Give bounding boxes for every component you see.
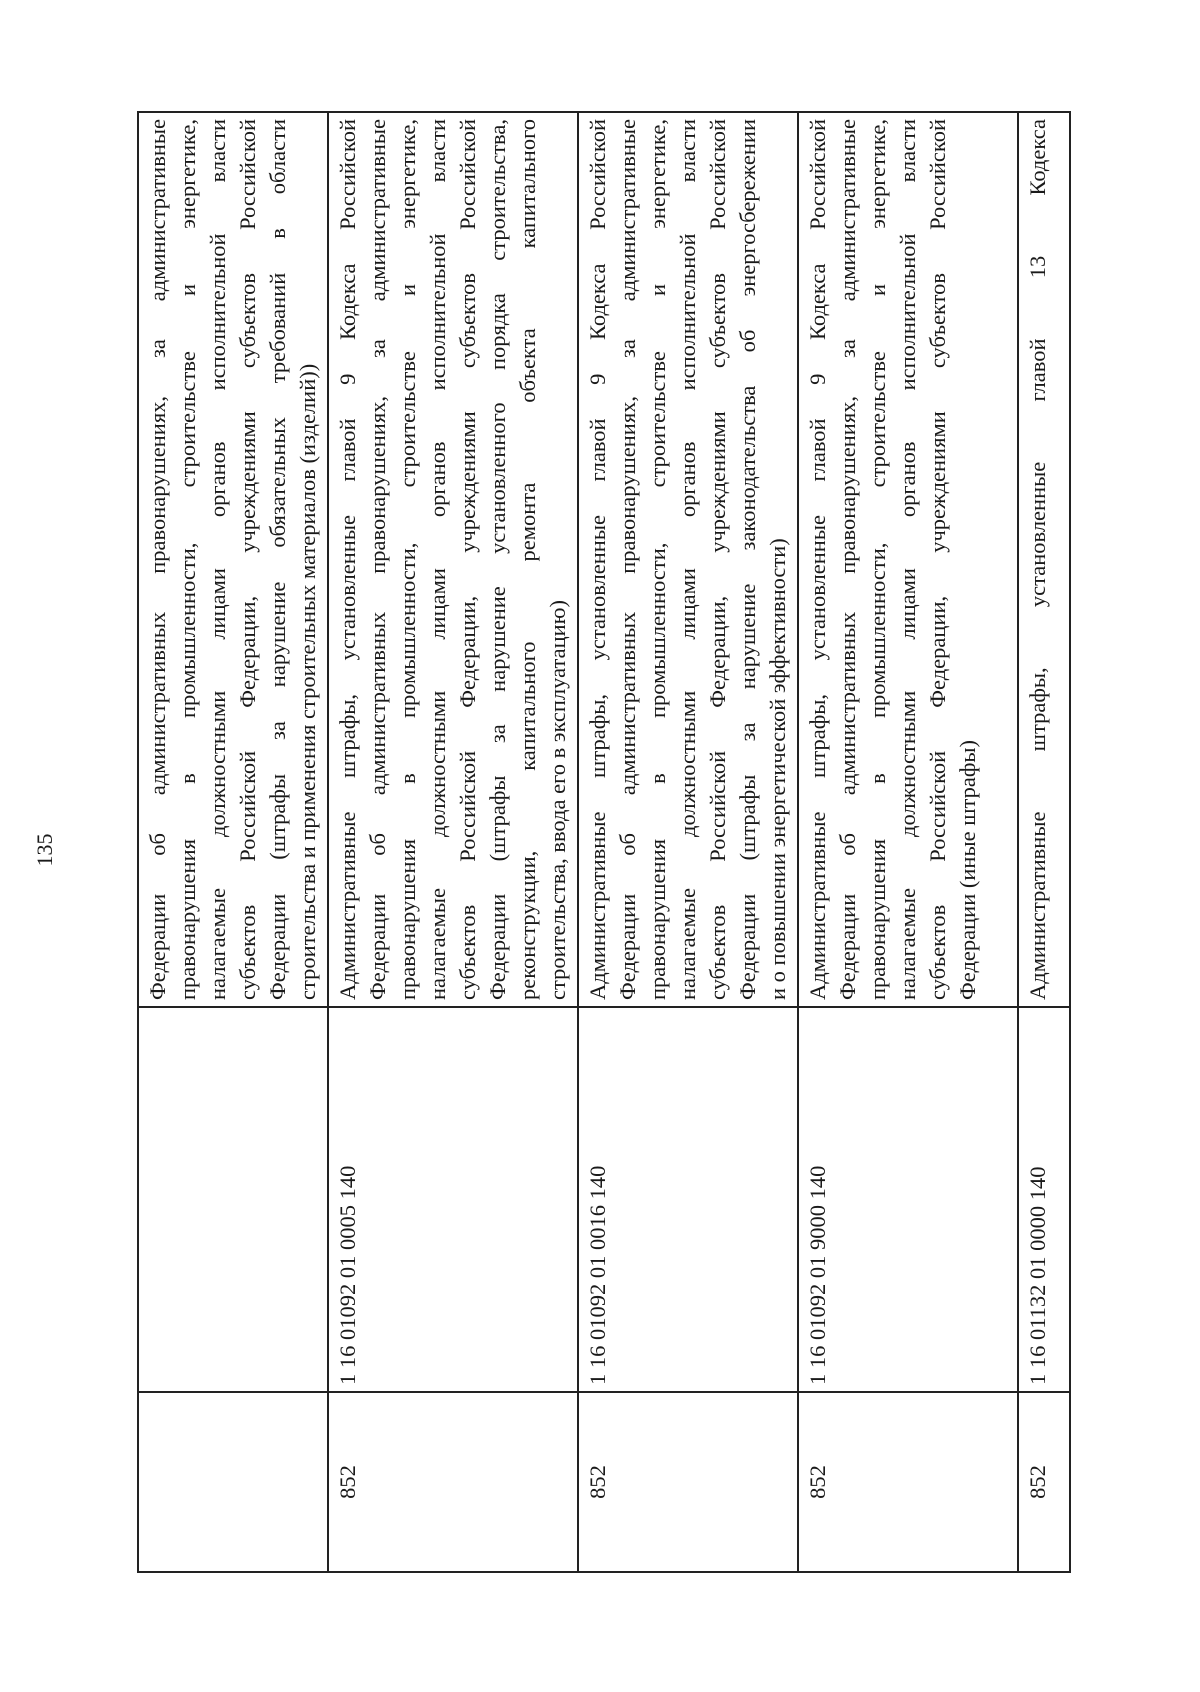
table-holder (137, 113, 1069, 1573)
description-line: налагаемые должностными лицами органов исполнительной власти (425, 119, 450, 1000)
description-line: субъектов Российской Федерации, учреждениями субъектов Российской (925, 119, 950, 1000)
description-line: субъектов Российской Федерации, учреждениями субъектов Российской (455, 119, 480, 1000)
description-cell (328, 112, 578, 1007)
description-cell (1018, 112, 1070, 1007)
budget-code-cell (138, 1007, 328, 1392)
description-line: налагаемые должностными лицами органов исполнительной власти (675, 119, 700, 1000)
description-line: Федерации об административных правонарушениях, за административные (365, 119, 390, 1000)
description-line: Федерации (штрафы за нарушение обязательных требований в области (265, 119, 290, 1000)
page-number-wrapper (30, 820, 60, 880)
description-line: правонарушения в промышленности, строительстве и энергетике, (175, 119, 200, 1000)
budget-codes-table (137, 111, 1071, 1573)
description-line: Федерации (иные штрафы) (955, 739, 980, 1000)
description-line: строительства и применения строительных материалов (изделий)) (295, 363, 320, 1000)
description-line: Административные штрафы, установленные главой 9 Кодекса Российской (805, 119, 830, 1000)
description-line: правонарушения в промышленности, строительстве и энергетике, (395, 119, 420, 1000)
page-number: 135 (32, 833, 57, 867)
description-line: Федерации об административных правонарушениях, за административные (145, 119, 170, 1000)
description-line: правонарушения в промышленности, строительстве и энергетике, (865, 119, 890, 1000)
table-row (1018, 112, 1070, 1572)
description-line: налагаемые должностными лицами органов исполнительной власти (895, 119, 920, 1000)
description-line: Федерации (штрафы за нарушение законодательства об энергосбережении (735, 119, 760, 1000)
table-row (578, 112, 798, 1572)
budget-code-cell: 1 16 01132 01 0000 140 (1018, 1007, 1070, 1392)
description-line: Федерации об административных правонарушениях, за административные (835, 119, 860, 1000)
description-line: налагаемые должностными лицами органов исполнительной власти (205, 119, 230, 1000)
budget-code-cell: 1 16 01092 01 9000 140 (798, 1007, 1018, 1392)
table-row (798, 112, 1018, 1572)
admin-code-cell: 852 (1018, 1392, 1070, 1572)
admin-code-cell (138, 1392, 328, 1572)
admin-code-cell: 852 (328, 1392, 578, 1572)
description-line: строительства, ввода его в эксплуатацию) (545, 600, 570, 1000)
description-line: Административные штрафы, установленные главой 9 Кодекса Российской (335, 119, 360, 1000)
description-cell (578, 112, 798, 1007)
admin-code-cell: 852 (578, 1392, 798, 1572)
description-line: Административные штрафы, установленные главой 13 Кодекса (1025, 119, 1050, 1000)
table-row (138, 112, 328, 1572)
description-line: реконструкции, капитального ремонта объекта капитального (515, 119, 540, 1000)
table-row (328, 112, 578, 1572)
description-line: и о повышении энергетической эффективности) (765, 538, 790, 1000)
description-line: Федерации (штрафы за нарушение установленного порядка строительства, (485, 119, 510, 1000)
description-line: правонарушения в промышленности, строительстве и энергетике, (645, 119, 670, 1000)
description-line: Федерации об административных правонарушениях, за административные (615, 119, 640, 1000)
rotated-table-container (137, 113, 1069, 1573)
budget-code-cell: 1 16 01092 01 0016 140 (578, 1007, 798, 1392)
description-line: субъектов Российской Федерации, учреждениями субъектов Российской (235, 119, 260, 1000)
description-line: субъектов Российской Федерации, учреждениями субъектов Российской (705, 119, 730, 1000)
admin-code-cell: 852 (798, 1392, 1018, 1572)
description-cell (138, 112, 328, 1007)
budget-code-cell: 1 16 01092 01 0005 140 (328, 1007, 578, 1392)
description-cell (798, 112, 1018, 1007)
description-line: Административные штрафы, установленные главой 9 Кодекса Российской (585, 119, 610, 1000)
